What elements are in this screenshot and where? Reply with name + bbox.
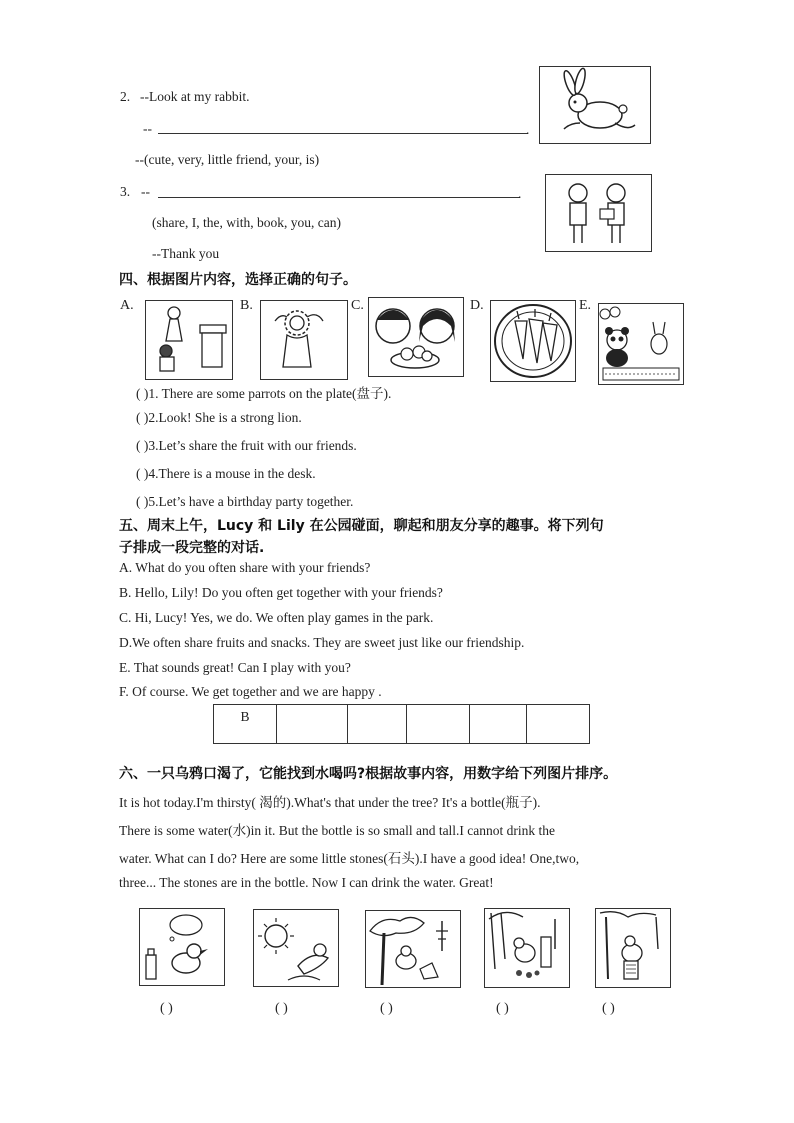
answer-cell[interactable]	[527, 705, 590, 744]
lion-girl-icon	[260, 300, 348, 380]
answer-cell[interactable]	[277, 705, 348, 744]
q3-answer-dot: .	[518, 186, 522, 201]
q2-line1: --Look at my rabbit.	[140, 89, 250, 104]
crow-bottle-icon	[139, 908, 225, 986]
section5-title-line1: 五、周末上午，Lucy 和 Lily 在公园碰面，聊起和朋友分享的趣事。将下列句	[119, 518, 604, 534]
picture-order-blank-4[interactable]: ( )	[496, 1001, 509, 1016]
q3-dash: --	[141, 184, 150, 199]
answer-cell[interactable]	[470, 705, 527, 744]
q2-number: 2.	[120, 89, 131, 104]
dialogue-line-a: A. What do you often share with your friends?	[119, 560, 371, 575]
q3-number: 3.	[120, 184, 131, 199]
answer-cell[interactable]: B	[214, 705, 277, 744]
carrots-plate-icon	[490, 300, 576, 382]
section4-title: 四、根据图片内容，选择正确的句子。	[119, 272, 357, 288]
kids-fruit-icon	[368, 297, 464, 377]
crow-stones-icon	[484, 908, 570, 988]
girl-desk-mouse-icon	[145, 300, 233, 380]
option-label-e: E.	[579, 298, 592, 313]
q3-hint: (share, I, the, with, book, you, can)	[152, 215, 341, 230]
option-label-c: C.	[351, 298, 364, 313]
q2-dash: --	[143, 121, 152, 136]
story-line-4: three... The stones are in the bottle. Now I can drink the water. Great!	[119, 875, 494, 890]
picture-order-blank-2[interactable]: ( )	[275, 1001, 288, 1016]
dialogue-line-d: D.We often share fruits and snacks. They are sweet just like our friendship.	[119, 635, 525, 650]
story-line-1: It is hot today.I'm thirsty( 渴的).What's that under the tree? It's a bottle(瓶子).	[119, 795, 541, 810]
section5-title-line2: 子排成一段完整的对话.	[119, 540, 265, 556]
section4-item-4: ( )4.There is a mouse in the desk.	[136, 466, 316, 481]
story-line-3: water. What can I do? Here are some little stones(石头).I have a good idea! One,two,	[119, 851, 580, 866]
crow-tree-icon	[365, 910, 461, 988]
q2-answer-dot: .	[526, 122, 530, 137]
option-label-a: A.	[120, 298, 134, 313]
rabbit-icon	[539, 66, 651, 144]
two-boys-book-icon	[545, 174, 652, 252]
section4-item-5: ( )5.Let’s have a birthday party together.	[136, 494, 354, 509]
section4-item-2: ( )2.Look! She is a strong lion.	[136, 410, 302, 425]
option-label-d: D.	[470, 298, 484, 313]
story-line-2: There is some water(水)in it. But the bottle is so small and tall.I cannot drink the	[119, 823, 556, 838]
option-label-b: B.	[240, 298, 253, 313]
section6-title: 六、一只乌鸦口渴了，它能找到水喝吗?根据故事内容，用数字给下列图片排序。	[119, 766, 618, 782]
picture-order-blank-3[interactable]: ( )	[380, 1001, 393, 1016]
q2-hint: --(cute, very, little friend, your, is)	[135, 152, 320, 167]
q2-answer-line[interactable]	[158, 133, 528, 134]
picture-order-blank-5[interactable]: ( )	[602, 1001, 615, 1016]
dialogue-line-f: F. Of course. We get together and we are happy .	[119, 684, 382, 699]
section4-item-3: ( )3.Let’s share the fruit with our friends.	[136, 438, 357, 453]
panda-party-icon	[598, 303, 684, 385]
picture-order-blank-1[interactable]: ( )	[160, 1001, 173, 1016]
answer-cell[interactable]	[407, 705, 470, 744]
crow-sun-icon	[253, 909, 339, 987]
answer-cell[interactable]	[348, 705, 407, 744]
dialogue-line-b: B. Hello, Lily! Do you often get together with your friends?	[119, 585, 443, 600]
q3-reply: --Thank you	[152, 246, 220, 261]
dialogue-line-e: E. That sounds great! Can I play with you?	[119, 660, 351, 675]
answer-order-table	[213, 704, 590, 744]
section4-item-1: ( )1. There are some parrots on the plate(盘子).	[136, 386, 392, 401]
dialogue-line-c: C. Hi, Lucy! Yes, we do. We often play games in the park.	[119, 610, 434, 625]
q3-answer-line[interactable]	[158, 197, 520, 198]
crow-drinking-icon	[595, 908, 671, 988]
